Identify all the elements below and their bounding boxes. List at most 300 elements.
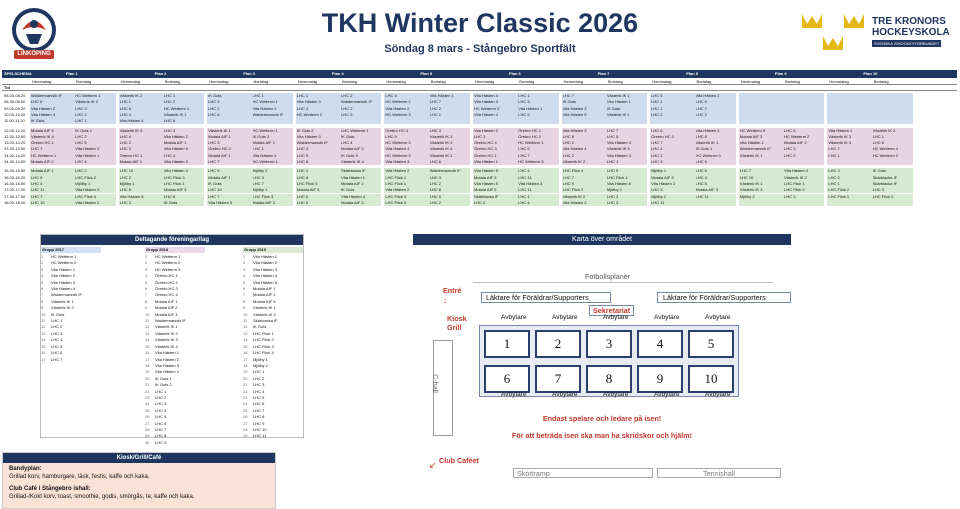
- plan-header-9: Plan 9: [774, 71, 787, 76]
- time-cell: 16.00-16.20: [4, 174, 26, 180]
- tennishall-label: Tennishall: [703, 469, 735, 478]
- team-name: Vita Hästen 1: [155, 350, 179, 356]
- away-team-cell: Vita Hästen 1: [695, 127, 720, 133]
- tre-kronors-line3: SVENSKA ISHOCKEYFÖRBUNDET: [874, 41, 940, 46]
- home-team-cell: LHC 10: [119, 168, 134, 174]
- away-label-plan-8: Bortalag: [696, 79, 712, 84]
- plan-header-3: Plan 3: [243, 71, 255, 76]
- away-team-cell: Västerik IK 3: [606, 146, 630, 152]
- team-index: 7: [243, 292, 246, 298]
- team-index: 19: [145, 369, 150, 375]
- away-team-cell: Västerik IK 4: [341, 159, 364, 164]
- team-index: 29: [243, 433, 248, 439]
- home-team-cell: LHC 3: [296, 146, 309, 152]
- team-name: Vita Hästen 3: [51, 279, 75, 285]
- away-team-cell: [607, 118, 649, 124]
- home-team-cell: [385, 118, 427, 124]
- home-team-cell: LHC 1: [828, 180, 840, 186]
- team-name: LHC 1: [51, 318, 63, 324]
- away-team-cell: Västerik IK 2: [75, 99, 98, 105]
- home-team-cell: Vita Hästen 2: [651, 180, 676, 186]
- team-name: LHC 6: [253, 401, 265, 407]
- team-name: Örebro HC 4: [155, 292, 178, 298]
- home-team-cell: LHC 3: [208, 99, 220, 105]
- map-title: Karta över området: [413, 234, 791, 245]
- time-cell: 16.30-16.50: [4, 180, 26, 186]
- team-index: 20: [243, 375, 248, 381]
- schedule-label: SPELSCHEMA: [4, 71, 32, 76]
- home-team-cell: Vita Hästen 4: [474, 93, 498, 98]
- team-name: Mjölby 2: [253, 362, 268, 368]
- home-team-cell: Örebro HC 1: [474, 152, 497, 158]
- home-team-cell: Vita Hästen 2: [385, 168, 410, 174]
- team-name: LHC 2: [155, 394, 167, 400]
- club-cafe-label: Club Caféet: [439, 456, 479, 465]
- team-name: Motala AIF 2: [253, 292, 276, 298]
- away-team-cell: Motala AIF 3: [695, 187, 718, 193]
- plan-9: 9: [637, 365, 683, 393]
- team-name: Waldermarsvik IF: [51, 292, 82, 298]
- home-team-cell: LHC 4: [385, 93, 397, 98]
- team-index: 17: [243, 356, 248, 362]
- away-team-cell: Västerik IK 3: [429, 133, 453, 139]
- team-index: 15: [41, 343, 46, 349]
- schedule-header-bar: [2, 70, 957, 78]
- away-team-cell: IK Guts 3: [341, 152, 358, 158]
- away-team-cell: IK Guts 1: [75, 127, 92, 133]
- team-name: Örebro HC 3: [155, 286, 178, 292]
- field-line: [473, 282, 773, 283]
- away-team-cell: Vita Hästen 5: [163, 146, 188, 152]
- away-team-cell: LHC 7: [606, 127, 619, 133]
- away-team-cell: HC Wetterm 1: [163, 105, 190, 111]
- team-index: 11: [243, 318, 248, 324]
- away-team-cell: Motala AIF 2: [341, 180, 364, 186]
- home-team-cell: LHC 7: [31, 146, 43, 152]
- sekretariat-label: Sekretariat: [589, 305, 634, 316]
- home-team-cell: Motala AIF 3: [31, 127, 54, 133]
- away-team-cell: LHC 8: [784, 127, 796, 133]
- home-label-plan-4: Hemmalag: [297, 79, 318, 84]
- home-team-cell: LHC 11: [31, 187, 45, 193]
- home-team-cell: Motala AIF 1: [208, 174, 231, 180]
- home-team-cell: LHC 8: [296, 174, 309, 180]
- team-name: LHC 4: [51, 337, 63, 343]
- home-team-cell: [208, 118, 250, 124]
- away-team-cell: HC Wetterm 1: [75, 93, 101, 98]
- home-team-cell: LHC 1: [651, 99, 663, 105]
- away-team-cell: LHC 7: [429, 99, 442, 105]
- away-team-cell: LHC 4: [695, 174, 707, 180]
- home-team-cell: LHC 3: [119, 146, 131, 152]
- away-team-cell: [696, 200, 738, 206]
- away-team-cell: LHC 6: [163, 118, 176, 124]
- team-name: Motala AIF 1: [155, 298, 178, 304]
- team-name: Motala AIF 3: [155, 311, 178, 317]
- avbytare-top-2: Avbytare: [552, 314, 578, 321]
- home-team-cell: LHC 2: [119, 140, 131, 146]
- team-index: 18: [145, 362, 150, 368]
- home-team-cell: Vita Hästen 3: [562, 127, 587, 133]
- home-team-cell: LHC 1: [119, 99, 131, 105]
- home-team-cell: [651, 118, 693, 124]
- away-team-cell: Vita Hästen 4: [606, 140, 631, 146]
- team-index: 28: [243, 426, 248, 432]
- team-name: LHC Flick 1: [253, 330, 274, 336]
- home-team-cell: Örebro HC 1: [119, 152, 143, 158]
- away-team-cell: Vita Hästen 1: [75, 152, 100, 158]
- away-team-cell: Vita Hästen 1: [429, 93, 454, 98]
- team-index: 26: [243, 414, 248, 420]
- home-team-cell: Motala AIF 1: [119, 159, 143, 164]
- home-team-cell: Vita Hästen 2: [828, 127, 853, 133]
- away-label-plan-2: Bortalag: [164, 79, 180, 84]
- time-cell: 18.00-18.20: [4, 199, 26, 205]
- away-team-cell: LHC 2: [341, 105, 353, 111]
- team-index: 10: [41, 311, 46, 317]
- home-team-cell: Vita Hästen 5: [474, 180, 498, 186]
- away-team-cell: LHC 9: [606, 168, 619, 174]
- away-team-cell: Västerik IK 1: [695, 140, 719, 146]
- team-index: 22: [145, 388, 150, 394]
- bandy-text: Grillad korv, hamburgare, läsk, festis, kaffe och kaka.: [9, 474, 150, 480]
- away-team-cell: LHC 8: [163, 193, 176, 199]
- home-team-cell: LHC Flick 4: [562, 168, 584, 174]
- home-team-cell: Mjölby 2: [651, 193, 667, 199]
- home-team-cell: LHC 5: [651, 93, 663, 98]
- team-name: LHC Flick 2: [253, 337, 274, 343]
- home-team-cell: LHC 10: [31, 199, 45, 205]
- home-team-cell: LHC 2: [828, 174, 840, 180]
- team-name: LHC 3: [253, 382, 265, 388]
- plan-6: 6: [484, 365, 530, 393]
- team-index: 22: [243, 388, 248, 394]
- home-team-cell: LHC 4: [651, 146, 663, 152]
- left-logo-text: LINKÖPING: [17, 51, 51, 57]
- team-index: 8: [243, 298, 246, 304]
- team-name: LHC 2: [253, 375, 265, 381]
- team-name: LHC 11: [253, 433, 267, 439]
- home-team-cell: Vita Hästen 5: [474, 168, 498, 174]
- team-index: 6: [145, 286, 148, 292]
- team-name: LHC 7: [253, 407, 265, 413]
- home-label-plan-6: Hemmalag: [475, 79, 495, 84]
- away-team-cell: Vita Hästen 2: [695, 93, 720, 98]
- team-index: 2: [41, 260, 44, 266]
- team-index: 12: [41, 324, 46, 330]
- home-team-cell: Vita Hästen 2: [474, 127, 498, 133]
- team-name: LHC 5: [51, 343, 63, 349]
- avbytare-bottom-2: Avbytare: [552, 391, 578, 398]
- team-name: LHC 6: [51, 350, 63, 356]
- team-name: HC Wetterm 2: [155, 260, 181, 266]
- away-team-cell: LHC 3: [606, 199, 619, 205]
- home-label-plan-3: Hemmalag: [209, 79, 229, 84]
- team-index: 11: [41, 318, 46, 324]
- home-team-cell: Vita Hästen 3: [474, 99, 498, 105]
- away-team-cell: Skärblacka IF: [872, 180, 898, 186]
- page-subtitle: Söndag 8 mars - Stångebro Sportfält: [384, 43, 576, 55]
- away-team-cell: LHC 2: [784, 152, 796, 158]
- away-team-cell: HC Wetterm 5: [518, 159, 544, 164]
- away-team-cell: Vita Hästen 4: [252, 152, 277, 158]
- home-team-cell: LHC 7: [31, 193, 43, 199]
- home-team-cell: [828, 159, 870, 165]
- home-team-cell: Vita Hästen 5: [208, 199, 233, 205]
- away-team-cell: LHC 6: [695, 99, 707, 105]
- home-team-cell: LHC Flick 3: [385, 199, 407, 205]
- plan-3: 3: [586, 330, 632, 358]
- group-team: [41, 357, 101, 363]
- home-team-cell: LHC 7: [562, 174, 574, 180]
- home-team-cell: [828, 118, 870, 124]
- away-team-cell: [341, 118, 383, 124]
- home-label-plan-1: Hemmalag: [32, 79, 52, 84]
- home-team-cell: LHC Flick 1: [385, 174, 407, 180]
- home-team-cell: LHC 6: [474, 199, 486, 205]
- team-index: 23: [243, 394, 248, 400]
- away-team-cell: LHC 5: [75, 140, 87, 146]
- team-name: LHC 8: [155, 433, 167, 439]
- home-team-cell: LHC Flick 2: [562, 187, 584, 193]
- team-index: 14: [243, 337, 248, 343]
- away-team-cell: Motala AIF 1: [163, 140, 187, 146]
- team-index: 27: [145, 420, 150, 426]
- warning-line-1: Endast spelare och ledare på isen!: [542, 414, 662, 423]
- home-team-cell: Vita Hästen 2: [385, 187, 410, 193]
- home-team-cell: LHC 5: [296, 152, 309, 158]
- time-cell: 14.00-14.20: [4, 152, 26, 158]
- away-label-plan-3: Bortalag: [253, 79, 269, 84]
- home-team-cell: LHC 3: [296, 105, 309, 111]
- team-index: 16: [145, 350, 150, 356]
- team-index: 18: [243, 362, 248, 368]
- away-team-cell: Motala AIF 2: [252, 199, 275, 205]
- avbytare-bottom-5: Avbytare: [705, 391, 731, 398]
- home-team-cell: LHC 5: [208, 168, 220, 174]
- home-team-cell: HC Wetterm 3: [385, 140, 411, 146]
- away-team-cell: IK Guts 1: [695, 146, 713, 152]
- plan-2: 2: [535, 330, 581, 358]
- team-index: 17: [41, 356, 46, 362]
- home-team-cell: LHC 7: [208, 193, 220, 199]
- plan-header-5: Plan 5: [420, 71, 433, 76]
- team-name: LHC 10: [253, 426, 267, 432]
- away-team-cell: [696, 118, 738, 124]
- home-team-cell: Vita Hästen 4: [119, 118, 144, 124]
- rink: [479, 325, 739, 397]
- away-team-cell: LHC 1: [429, 111, 442, 117]
- kiosk-grill-label-1: Kiosk: [447, 314, 467, 323]
- team-index: 23: [145, 394, 150, 400]
- away-team-cell: Västerik IK 1: [429, 152, 453, 158]
- home-team-cell: Västerik IK 1: [739, 180, 763, 186]
- away-team-cell: IK Guts 3: [252, 133, 270, 139]
- team-name: Vita Hästen 1: [253, 254, 277, 259]
- home-label-plan-5: Hemmalag: [386, 79, 406, 84]
- home-team-cell: Waldermarsvik IF: [296, 140, 328, 146]
- away-team-cell: [253, 118, 295, 124]
- game-schedule: [2, 70, 957, 220]
- team-name: Västerik IK 1: [253, 305, 276, 311]
- away-team-cell: [873, 200, 915, 206]
- home-team-cell: LHC 7: [208, 159, 220, 164]
- away-team-cell: LHC 2: [341, 93, 353, 98]
- home-team-cell: Motala AIF 3: [296, 187, 320, 193]
- team-name: Vita Hästen 2: [155, 356, 179, 362]
- home-team-cell: Vita Hästen 5: [562, 111, 587, 117]
- away-team-cell: Vita Hästen 4: [341, 193, 366, 199]
- team-index: 6: [41, 286, 44, 292]
- home-team-cell: LHC 8: [562, 133, 574, 139]
- laktare-left-label: Läktare för Föräldrar/Supporters: [486, 293, 589, 302]
- home-team-cell: Örebro HC 2: [208, 146, 231, 152]
- plan-header-4: Plan 4: [331, 71, 344, 76]
- home-team-cell: IK Guts: [208, 93, 222, 98]
- home-team-cell: LHC 7: [828, 146, 840, 152]
- team-name: Vita Hästen 4: [253, 273, 277, 279]
- away-team-cell: HC Wetterm 1: [252, 99, 278, 105]
- home-team-cell: Motala AIF 1: [31, 168, 54, 174]
- away-team-cell: LHC 3: [163, 127, 176, 133]
- away-team-cell: Motala AIF 3: [163, 187, 187, 193]
- away-team-cell: [873, 118, 915, 124]
- home-team-cell: Vita Hästen 3: [385, 159, 410, 164]
- team-name: Västerik IK 1: [51, 298, 74, 304]
- away-team-cell: LHC 4: [518, 199, 530, 205]
- away-team-cell: LHC 3: [784, 193, 796, 199]
- home-team-cell: IK Guts: [562, 99, 576, 105]
- time-cell: 09.00-09.20: [4, 105, 26, 111]
- home-team-cell: Vita Hästen 1: [474, 159, 498, 164]
- home-team-cell: LHC 9: [562, 180, 574, 186]
- home-team-cell: LHC 8: [296, 159, 309, 164]
- home-team-cell: LHC 2: [208, 105, 220, 111]
- team-index: 19: [243, 369, 248, 375]
- team-name: LHC 3: [51, 330, 63, 336]
- away-team-cell: Vita Hästen 1: [518, 105, 543, 111]
- away-team-cell: LHC 6: [429, 159, 442, 164]
- kiosk-panel: [2, 452, 276, 509]
- away-team-cell: HC Wetterm 1: [252, 159, 278, 164]
- page-title: TKH Winter Classic 2026: [321, 8, 639, 38]
- time-cell: 13.30-13.50: [4, 146, 26, 152]
- team-name: HC Wetterm 1: [155, 254, 181, 259]
- home-team-cell: [297, 118, 339, 124]
- plan-header-1: Plan 1: [66, 71, 78, 76]
- entre-label: Entré: [443, 286, 462, 295]
- home-team-cell: Västerik IK 3: [828, 133, 852, 139]
- team-index: 8: [41, 298, 44, 304]
- home-team-cell: Mjölby 1: [651, 168, 667, 174]
- home-team-cell: Motala AIF 3: [739, 133, 763, 139]
- time-cell: 12.00-12.20: [4, 127, 26, 133]
- home-team-cell: LHC 7: [739, 168, 752, 174]
- home-team-cell: Örebro HC 4: [474, 140, 497, 146]
- team-index: 15: [243, 343, 248, 349]
- home-team-cell: HC Wetterm 1: [31, 152, 57, 158]
- home-team-cell: IK Guts: [208, 180, 222, 186]
- team-index: 5: [243, 279, 246, 285]
- home-team-cell: Waldermarsvik IF: [31, 93, 62, 98]
- away-team-cell: [784, 118, 826, 124]
- group-team: [145, 440, 205, 446]
- away-team-cell: LHC Flick 4: [606, 174, 628, 180]
- entre-arrow-icon: ↓: [443, 296, 447, 305]
- team-name: Örebro HC 2: [155, 279, 178, 285]
- away-label-plan-1: Bortalag: [76, 79, 92, 84]
- away-team-cell: LHC 6: [872, 140, 885, 146]
- away-team-cell: [784, 159, 826, 165]
- home-label-plan-2: Hemmalag: [120, 79, 140, 84]
- team-index: 11: [145, 318, 150, 324]
- chall-label: C-hall: [430, 374, 440, 393]
- home-team-cell: Mjölby 1: [119, 180, 135, 186]
- avbytare-top-1: Avbytare: [501, 314, 527, 321]
- team-index: 2: [145, 260, 148, 266]
- bandy-heading: Bandyplan:: [9, 466, 42, 472]
- team-index: 25: [145, 407, 150, 413]
- home-team-cell: HC Wetterm 3: [385, 111, 411, 117]
- team-name: HC Wetterm 2: [51, 260, 77, 266]
- away-team-cell: Vita Hästen 3: [163, 168, 188, 174]
- team-index: 16: [243, 350, 248, 356]
- home-team-cell: Vita Hästen 3: [296, 133, 321, 139]
- home-team-cell: Vita Hästen 3: [296, 99, 321, 105]
- home-label-plan-10: Hemmalag: [829, 79, 849, 84]
- away-team-cell: LHC 1: [518, 93, 530, 98]
- away-label-plan-5: Bortalag: [430, 79, 446, 84]
- home-team-cell: LHC 4: [119, 111, 131, 117]
- away-team-cell: LHC 7: [252, 180, 264, 186]
- team-name: LHC Flick 3: [253, 343, 274, 349]
- home-team-cell: LHC 6: [208, 111, 220, 117]
- home-team-cell: Vita Hästen 2: [385, 105, 410, 111]
- away-team-cell: LHC 11: [695, 193, 709, 199]
- home-team-cell: Motala AIF 3: [474, 174, 497, 180]
- home-team-cell: LHC 2: [651, 111, 663, 117]
- away-team-cell: LHC 4: [341, 140, 353, 146]
- away-team-cell: LHC 7: [695, 105, 707, 111]
- team-name: LHC 9: [253, 420, 265, 426]
- team-index: 29: [145, 433, 150, 439]
- away-team-cell: LHC 2: [75, 168, 87, 174]
- home-team-cell: Västerik IK 1: [208, 127, 231, 133]
- home-team-cell: Vita Hästen 3: [562, 105, 587, 111]
- fotbollsplaner-label: Fotbollsplaner: [585, 272, 631, 281]
- away-team-cell: LHC 1: [872, 133, 885, 139]
- team-name: Västerik IK 2: [51, 305, 74, 311]
- away-team-cell: Waldermarsvik IF: [341, 99, 373, 105]
- group-team: [243, 433, 303, 439]
- time-label: Tid: [4, 85, 10, 90]
- away-label-plan-4: Bortalag: [342, 79, 357, 84]
- team-name: Västerik IK 4: [155, 343, 178, 349]
- team-index: 20: [145, 375, 150, 381]
- home-team-cell: Motala AIF 1: [208, 133, 231, 139]
- team-name: LHC 3: [155, 401, 167, 407]
- time-cell: 17.30-17.50: [4, 193, 26, 199]
- home-team-cell: Motala AIF 2: [474, 187, 497, 193]
- plan-4: 4: [637, 330, 683, 358]
- team-name: IK Guts 2: [155, 382, 172, 388]
- away-team-cell: IK Guts: [606, 105, 621, 111]
- away-team-cell: Vita Hästen 2: [252, 105, 277, 111]
- away-team-cell: Vita Hästen 2: [163, 133, 188, 139]
- group-column-1: [41, 247, 101, 363]
- avbytare-bottom-4: Avbytare: [654, 391, 680, 398]
- home-team-cell: LHC 9: [31, 174, 43, 180]
